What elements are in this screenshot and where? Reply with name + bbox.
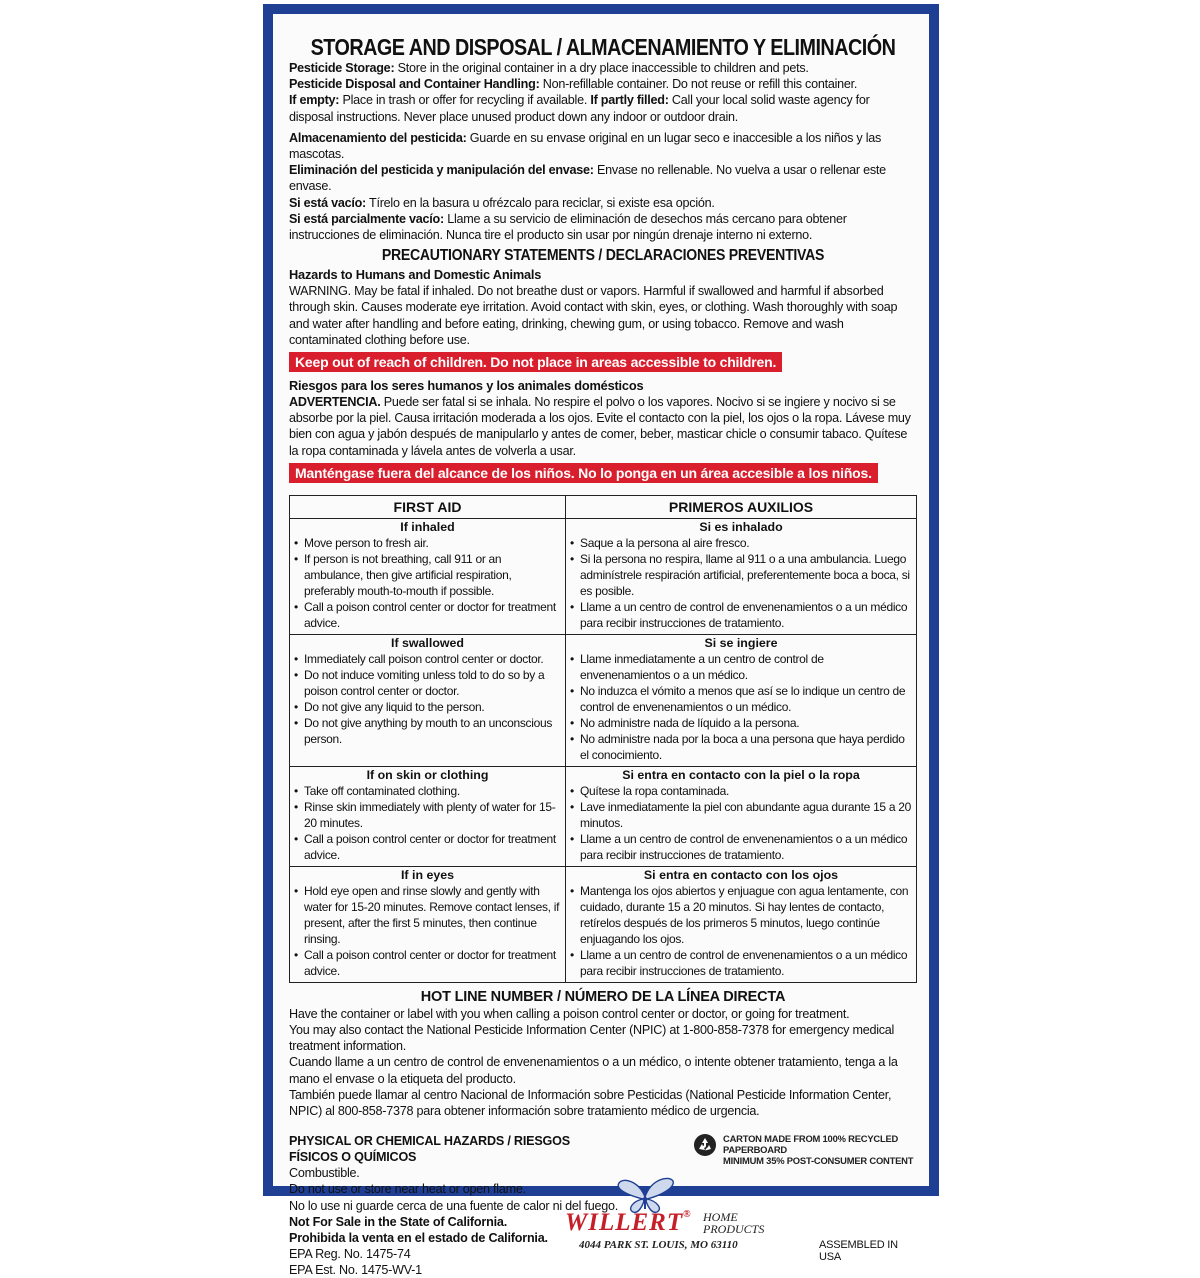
first-aid-cell-en (290, 518, 566, 634)
first-aid-header-en: FIRST AID (290, 495, 566, 518)
storage-es-2: Eliminación del pesticida y manipulación del envase: Envase no rellenable. No vuelva a usar o rellenar este envase. (289, 163, 886, 194)
hotline-line-1: Have the container or label with you when calling a poison control center or doctor, or going for treatment. (289, 1006, 850, 1021)
list-item: • Llame a un centro de control de envenenamientos o a un médico para recibir instrucciones de tratamiento. (570, 599, 912, 631)
first-aid-header-es: PRIMEROS AUXILIOS (566, 495, 917, 518)
label-content (289, 34, 917, 1278)
physical-hazards-title: PHYSICAL OR CHEMICAL HAZARDS / RIESGOS FÍSICOS O QUÍMICOS (289, 1134, 570, 1165)
storage-es-4: Si está parcialmente vacío: Llame a su servicio de eliminación de desechos más cercano para obtener instrucciones de eliminación. Nunca tire el producto sin usar por ningún drenaje interno ni externo. (289, 211, 847, 243)
storage-en-2: Pesticide Disposal and Container Handling: Non-refillable container. Do not reuse or refill this container. (289, 77, 858, 92)
list-item: • Llame inmediatamente a un centro de control de envenenamientos o a un médico. (570, 651, 912, 683)
hazards-text-es: ADVERTENCIA. Puede ser fatal si se inhala. No respire el polvo o los vapores. Nocivo si se ingiere y nocivo si se absorbe por la piel. Causa irritación moderada a los ojos. Evite el contacto con la piel, los ojos o la ropa. Lávese muy bien con agua y jabón después de manipularlo y antes de comer, beber, masticar chicle o consumir tabaco. Quítese la ropa contaminada y lávela antes de volverla a usar. (289, 395, 911, 458)
recycled-notice (693, 1133, 923, 1166)
list-item: • Immediately call poison control center or doctor. (294, 651, 561, 667)
list-item: • Do not give anything by mouth to an unconscious person. (294, 715, 561, 747)
list-item: • No administre nada de líquido a la persona. (570, 715, 912, 731)
list-item: • Call a poison control center or doctor for treatment advice. (294, 599, 561, 631)
storage-en-3: If empty: Place in trash or offer for recycling if available. If partly filled: Call your local solid waste agency for disposal instructions. Never place unused product down any indoor or outdoor drain. (289, 93, 870, 124)
epa-est-number: EPA Est. No. 1475-WV-1 (289, 1263, 422, 1278)
first-aid-cell-title: If on skin or clothing (366, 767, 489, 782)
recycle-line-1: CARTON MADE FROM 100% RECYCLED PAPERBOARD (723, 1133, 899, 1156)
first-aid-cell-title: Si entra en contacto con los ojos (643, 867, 839, 882)
hotline-line-3: Cuando llame a un centro de control de envenenamientos o a un médico, o intente obtener tratamiento, tenga a la mano el envase o la etiqueta del producto. (289, 1055, 898, 1086)
brand-name: WILLERT® (565, 1209, 692, 1237)
list-item: • Si la persona no respira, llame al 911 o a una ambulancia. Luego adminístrele respiración artificial, preferentemente boca a boca, si es posible. (570, 551, 912, 599)
list-item: • Lave inmediatamente la piel con abundante agua durante 15 a 20 minutos. (570, 799, 912, 831)
first-aid-row-skin (290, 766, 917, 866)
first-aid-list (570, 535, 912, 631)
hotline-line-2: You may also contact the National Pesticide Information Center (NPIC) at 1-800-858-7378 for emergency medical treatment information. (289, 1023, 895, 1054)
storage-en-1: Pesticide Storage: Store in the original container in a dry place inaccessible to children and pets. (289, 61, 809, 75)
storage-es-1: Almacenamiento del pesticida: Guarde en su envase original en un lugar seco e inaccesible a los niños y las mascotas. (289, 130, 882, 162)
brand-subtitle: HOME PRODUCTS (703, 1210, 765, 1237)
list-item: • Call a poison control center or doctor for treatment advice. (294, 831, 561, 863)
list-item: • Mantenga los ojos abiertos y enjuague con agua lentamente, con cuidado, durante 15 a 20 minutos. Si hay lentes de contacto, retírelos después de los primeros 5 minutos, luego continúe enjuagando los ojos. (570, 883, 912, 947)
list-item: • Quítese la ropa contaminada. (570, 783, 912, 799)
hazards-heading-en: Hazards to Humans and Domestic Animals (289, 267, 542, 283)
list-item: • Saque a la persona al aire fresco. (570, 535, 912, 551)
first-aid-cell-en (290, 634, 566, 766)
first-aid-cell-title: If in eyes (400, 867, 455, 882)
recycle-icon (693, 1133, 717, 1157)
list-item: • Take off contaminated clothing. (294, 783, 561, 799)
list-item: • Do not induce vomiting unless told to do so by a poison control center or doctor. (294, 667, 561, 699)
list-item: • No induzca el vómito a menos que así se lo indique un centro de control de envenenamientos o un médico. (570, 683, 912, 715)
brand-address: 4044 PARK ST. LOUIS, MO 63110 (579, 1239, 738, 1252)
storage-title: STORAGE AND DISPOSAL / ALMACENAMIENTO Y ELIMINACIÓN (310, 34, 896, 60)
label-panel (263, 4, 939, 1278)
first-aid-row-inhaled (290, 518, 917, 634)
physical-line: No lo use ni guarde cerca de una fuente de calor ni del fuego. (289, 1198, 618, 1213)
california-notice-en: Not For Sale in the State of California. (289, 1214, 508, 1229)
list-item: • If person is not breathing, call 911 or an ambulance, then give artificial respiration, preferably mouth-to-mouth if possible. (294, 551, 561, 599)
first-aid-row-swallowed (290, 634, 917, 766)
footer-section (289, 1133, 917, 1278)
hazards-text-en: WARNING. May be fatal if inhaled. Do not breathe dust or vapors. Harmful if swallowed and harmful if absorbed through skin. Causes moderate eye irritation. Avoid contact with skin, eyes, or clothing. Wash thoroughly with soap and water after handling and before eating, drinking, chewing gum, or using tobacco. Remove and wash contaminated clothing before use. (289, 284, 898, 347)
first-aid-cell-title: Si entra en contacto con la piel o la ropa (622, 767, 860, 782)
hazards-heading-es: Riesgos para los seres humanos y los animales domésticos (289, 378, 644, 394)
first-aid-list (294, 883, 561, 979)
first-aid-cell-title: Si se ingiere (704, 635, 778, 650)
first-aid-list (294, 535, 561, 631)
first-aid-list (294, 783, 561, 863)
first-aid-cell-es (566, 866, 917, 982)
hotline-title: HOT LINE NUMBER / NÚMERO DE LA LÍNEA DIRECTA (420, 988, 786, 1005)
first-aid-list (570, 651, 912, 763)
first-aid-cell-es (566, 766, 917, 866)
list-item: • Move person to fresh air. (294, 535, 561, 551)
first-aid-cell-es (566, 634, 917, 766)
first-aid-table (289, 495, 917, 983)
first-aid-list (570, 883, 912, 979)
first-aid-cell-title: Si es inhalado (699, 519, 783, 534)
first-aid-cell-en (290, 766, 566, 866)
hotline-line-4: También puede llamar al centro Nacional de Información sobre Pesticidas (National Pesticide Information Center, NPIC) al 800-858-7378 para obtener información sobre tratamiento médico de urgencia. (289, 1087, 892, 1119)
willert-logo (565, 1175, 785, 1255)
list-item: • Llame a un centro de control de envenenamientos o a un médico para recibir instrucciones de tratamiento. (570, 831, 912, 863)
first-aid-cell-title: If swallowed (391, 635, 464, 650)
warning-band-es: Manténgase fuera del alcance de los niños. No lo ponga en un área accesible a los niños. (289, 463, 878, 483)
california-notice-es: Prohibida la venta en el estado de California. (289, 1230, 548, 1245)
warning-band-en: Keep out of reach of children. Do not place in areas accessible to children. (289, 352, 782, 372)
list-item: • Llame a un centro de control de envenenamientos o a un médico para recibir instrucciones de tratamiento. (570, 947, 912, 979)
list-item: • Hold eye open and rinse slowly and gently with water for 15-20 minutes. Remove contact lenses, if present, after the first 5 minutes, then continue rinsing. (294, 883, 561, 947)
first-aid-cell-title: If inhaled (400, 519, 455, 534)
recycle-line-2: MINIMUM 35% POST-CONSUMER CONTENT (723, 1155, 914, 1167)
physical-line: Combustible. (289, 1166, 360, 1181)
epa-reg-number: EPA Reg. No. 1475-74 (289, 1246, 411, 1261)
storage-es-3: Si está vacío: Tírelo en la basura u ofrézcalo para reciclar, si existe esa opción. (289, 195, 715, 210)
first-aid-cell-es (566, 518, 917, 634)
first-aid-cell-en (290, 866, 566, 982)
registered-mark: ® (683, 1209, 692, 1221)
list-item: • Do not give any liquid to the person. (294, 699, 561, 715)
first-aid-list (294, 651, 561, 747)
precaution-title: PRECAUTIONARY STATEMENTS / DECLARACIONES PREVENTIVAS (381, 247, 825, 265)
first-aid-header-row (290, 495, 917, 518)
first-aid-list (570, 783, 912, 863)
list-item: • No administre nada por la boca a una persona que haya perdido el conocimiento. (570, 731, 912, 763)
list-item: • Call a poison control center or doctor for treatment advice. (294, 947, 561, 979)
physical-line: Do not use or store near heat or open flame. (289, 1182, 526, 1197)
first-aid-row-eyes (290, 866, 917, 982)
assembled-in-usa: ASSEMBLED IN USA (819, 1239, 898, 1264)
list-item: • Rinse skin immediately with plenty of water for 15-20 minutes. (294, 799, 561, 831)
